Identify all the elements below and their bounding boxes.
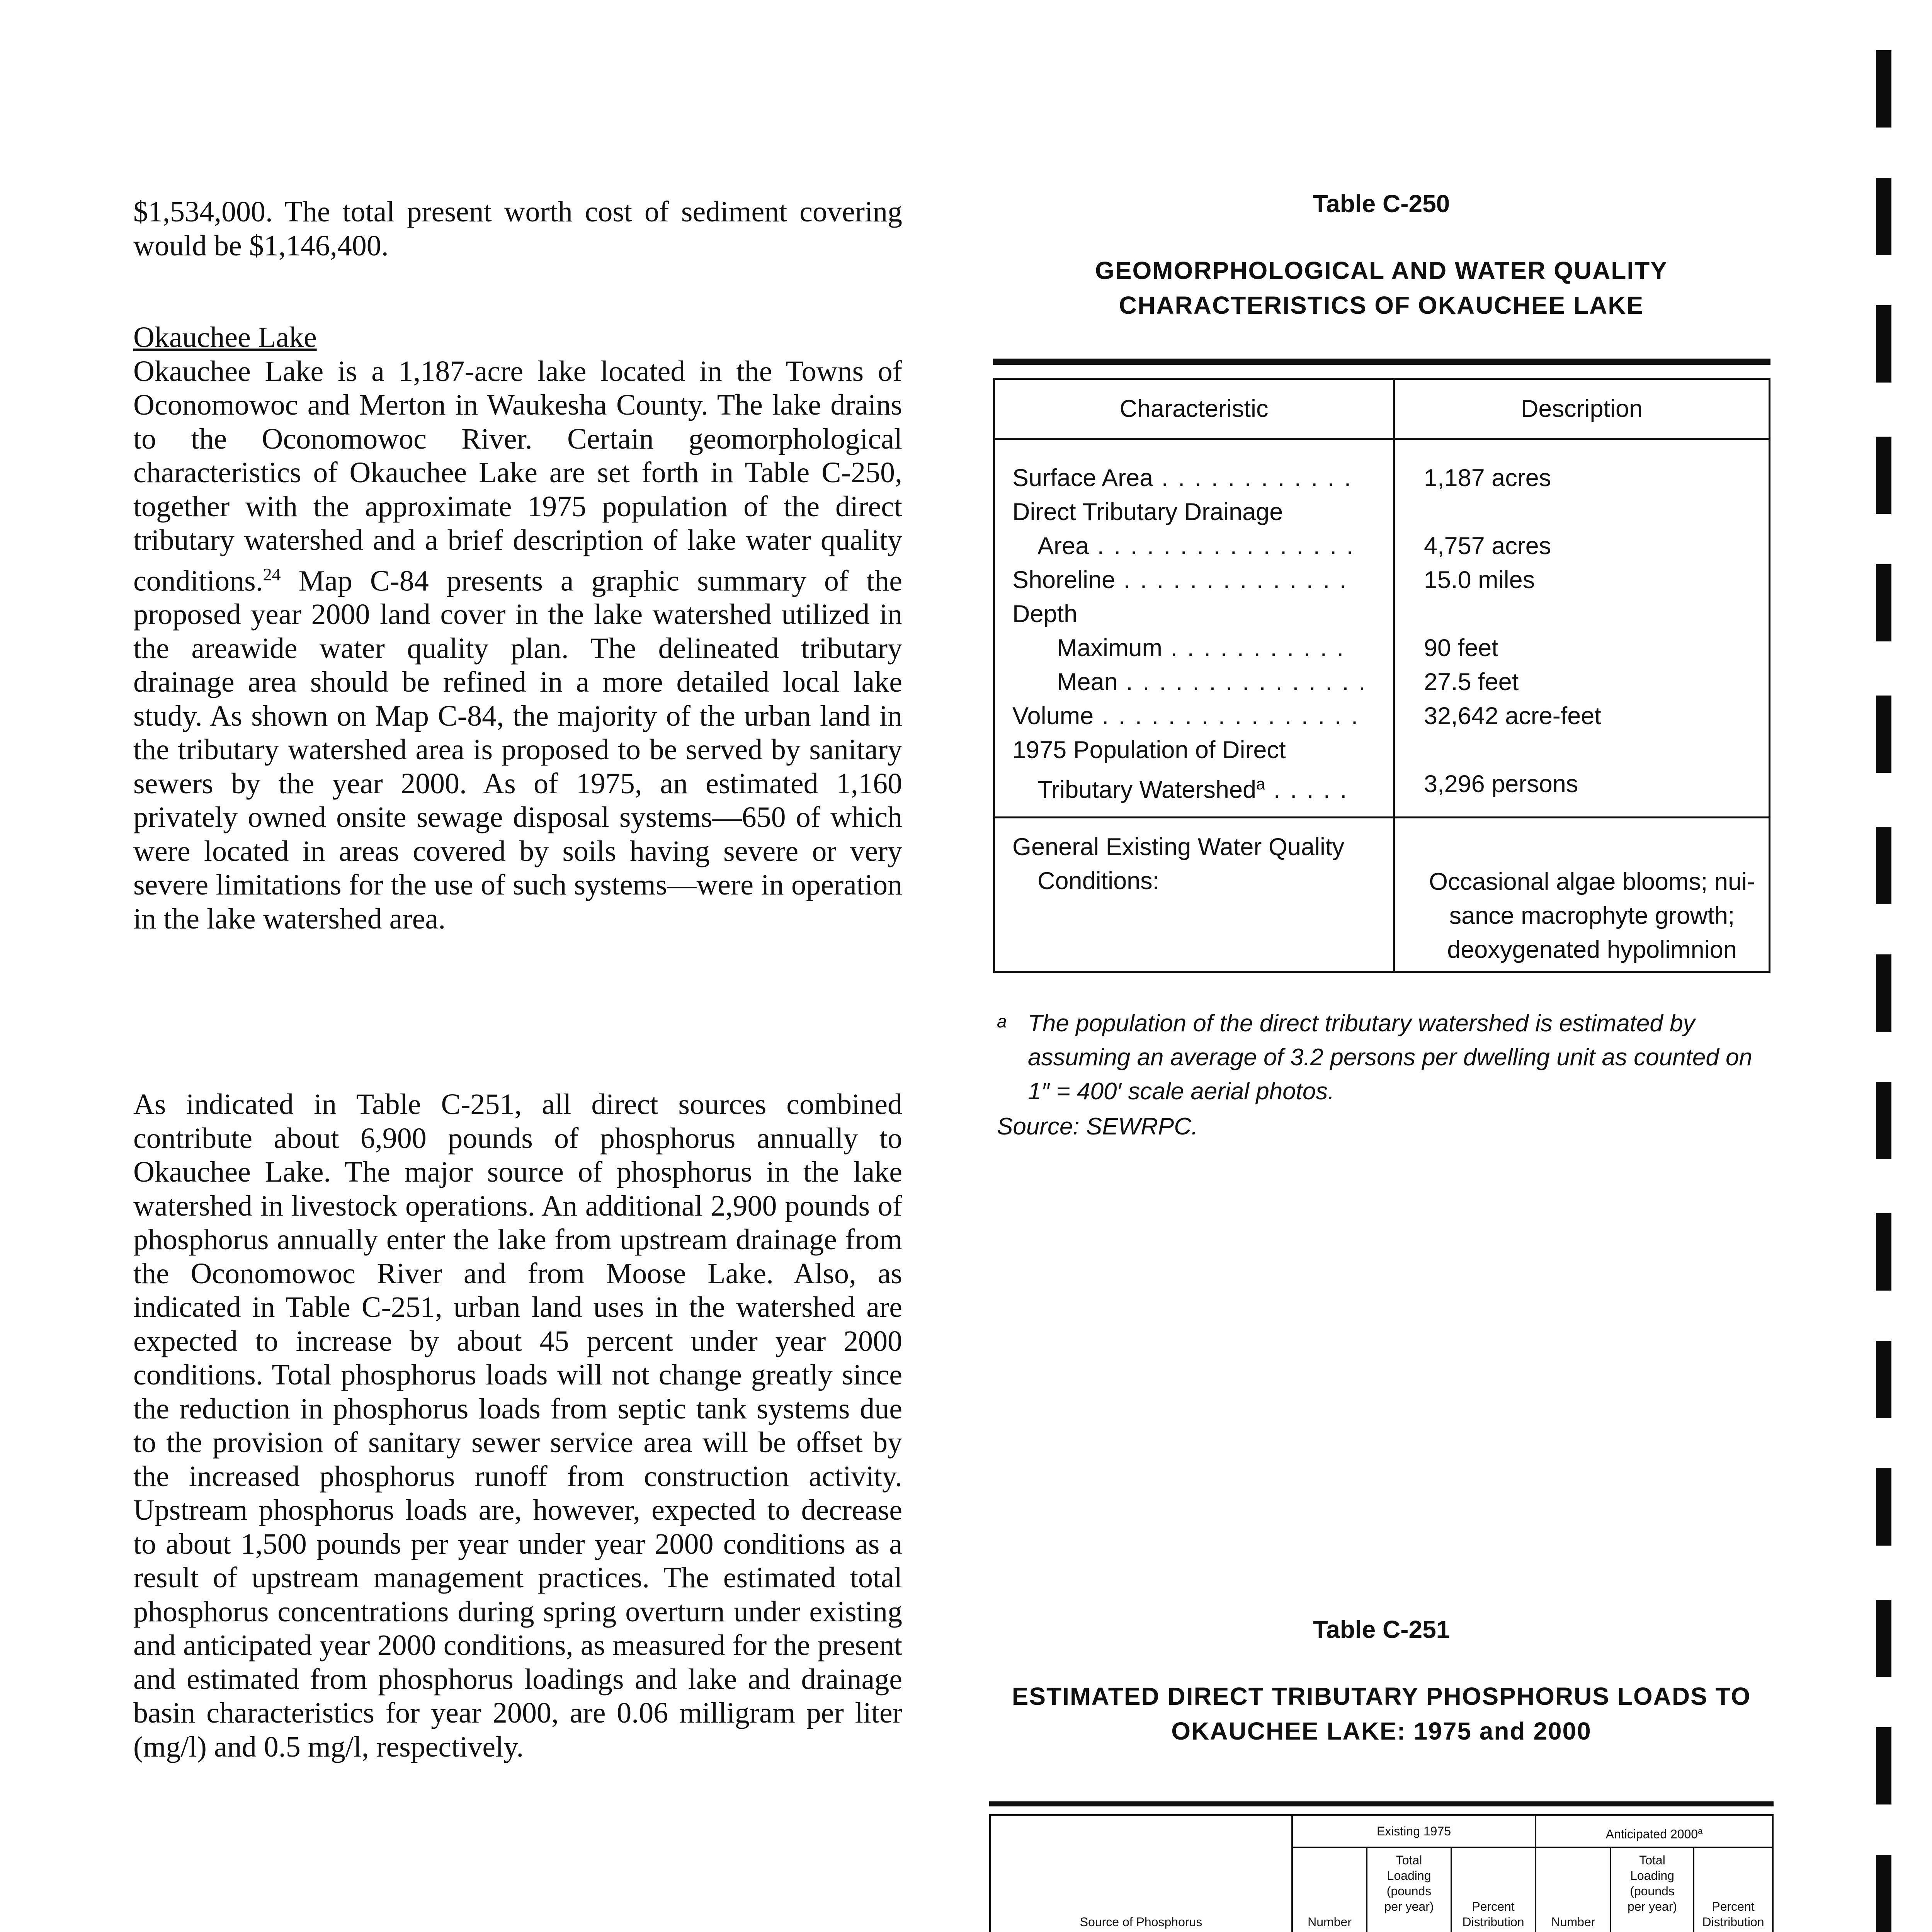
- binding-mark: [1876, 305, 1891, 383]
- table-c251-title-line2: OKAUCHEE LAKE: 1975 and 2000: [1171, 1717, 1592, 1745]
- table-c250-title-line1: GEOMORPHOLOGICAL AND WATER QUALITY: [1095, 257, 1668, 284]
- binding-mark: [1876, 1341, 1891, 1418]
- row-label: Maximum . . . . . . . . . . .: [1057, 634, 1345, 662]
- divider: [1291, 1847, 1772, 1848]
- table-c250-top-rule: [993, 359, 1770, 365]
- binding-mark: [1876, 954, 1891, 1032]
- source-header: Source of Phosphorus: [1080, 1915, 1202, 1929]
- binding-mark: [1876, 50, 1891, 128]
- row-value: 15.0 miles: [1424, 566, 1535, 594]
- table-c251-title-line1: ESTIMATED DIRECT TRIBUTARY PHOSPHORUS LOADS TO: [1012, 1682, 1751, 1710]
- row-label: Shoreline . . . . . . . . . . . . . .: [1012, 566, 1348, 594]
- table-c251-title: [978, 1679, 1785, 1748]
- percent-header: Percent Distribution: [1702, 1900, 1764, 1929]
- row-label: Mean . . . . . . . . . . . . . . .: [1057, 668, 1367, 696]
- binding-mark: [1876, 178, 1891, 255]
- table-c251-number: Table C-251: [1313, 1616, 1450, 1643]
- general-label-1: General Existing Water Quality: [1012, 833, 1344, 861]
- phosphorus-text: As indicated in Table C-251, all direct sources combined contribute about 6,900 pounds of phosphorus annually to Okauchee Lake. The major source of phosphorus in the lake watershed in livestock operations. An additional 2,900 pounds of phosphorus annually enter the lake from upstream drainage from the Oconomowoc River and from Moose Lake. Also, as indicated in Table C-251, urban land uses in the watershed are expected to increase by about 45 percent under year 2000 conditions. Total phosphorus loads will not change greatly since the reduction in phosphorus loads from septic tank systems due to the provision of sanitary sewer service area will be offset by the increased phosphorus runoff from construction activity. Upstream phosphorus loads are, however, expected to decrease to about 1,500 pounds per year under year 2000 conditions as a result of upstream management practices. The estimated total phosphorus concentrations during spring overturn under existing and anticipated year 2000 conditions, as measured for the present and estimated from phosphorus loadings and lake and drainage basin characteristics for year 2000, are 0.06 milligram per liter (mg/l) and 0.5 mg/l, respectively.: [133, 1088, 902, 1763]
- binding-mark: [1876, 827, 1891, 904]
- row-divider: [995, 816, 1769, 818]
- note-text: The population of the direct tributary watershed is estimated by assuming an average of 3.2 persons per dwelling unit as counted on 1″ = 400′ scale aerial photos.: [1028, 1010, 1752, 1105]
- table-c251-top-rule: [989, 1801, 1774, 1806]
- loading-header: Total Loading (pounds per year): [1627, 1853, 1677, 1913]
- table-c250-note: [997, 1007, 1770, 1109]
- footnote-ref: 24: [263, 564, 281, 584]
- row-label: Direct Tributary Drainage: [1012, 498, 1283, 526]
- general-label-2: Conditions:: [1037, 867, 1160, 895]
- column-divider: [1393, 380, 1395, 971]
- okauchee-paragraph: Okauchee Lake is a 1,187-acre lake located in the Towns of Oconomowoc and Merton in Waukesha County. The lake drains to the Oconomowoc River. Certain geomorphological characteristics of Okauchee Lake are set forth in Table C-250, together with the approximate 1975 population of the direct tributary watershed and a brief description of lake water quality conditions.: [133, 355, 902, 597]
- binding-mark: [1876, 437, 1891, 514]
- intro-paragraph: [133, 195, 902, 263]
- okauchee-section: [133, 321, 902, 936]
- intro-text: $1,534,000. The total present worth cost of sediment covering would be $1,146,400.: [133, 196, 902, 262]
- row-label: Volume . . . . . . . . . . . . . . . .: [1012, 702, 1360, 730]
- number-header: Number: [1551, 1915, 1595, 1929]
- table-c250: [993, 378, 1770, 973]
- general-value: [1424, 865, 1760, 967]
- okauchee-paragraph-cont: Map C-84 presents a graphic summary of the proposed year 2000 land cover in the lake watershed utilized in the areawide water quality plan. The delineated tributary drainage area should be refined in a more detailed local lake study. As shown on Map C-84, the majority of the urban land in the tributary watershed area is proposed to be served by sanitary sewers by the year 2000. As of 1975, an estimated 1,160 privately owned onsite sewage disposal systems—650 of which were located in areas covered by soils having severe or very severe limitations for the use of such systems—were in operation in the lake watershed area.: [133, 564, 902, 935]
- anticipated-2000-header: Anticipated 2000$^a$: [1605, 1826, 1703, 1841]
- general-value-2: sance macrophyte growth;: [1449, 902, 1735, 929]
- binding-mark: [1876, 696, 1891, 773]
- percent-header: Percent Distribution: [1462, 1900, 1524, 1929]
- table-c250-title-line2: CHARACTERISTICS OF OKAUCHEE LAKE: [1119, 291, 1644, 319]
- row-value: 90 feet: [1424, 634, 1498, 662]
- number-header: Number: [1308, 1915, 1352, 1929]
- binding-mark: [1876, 564, 1891, 641]
- row-label: Surface Area . . . . . . . . . . . .: [1012, 464, 1353, 492]
- loading-header: Total Loading (pounds per year): [1384, 1853, 1434, 1913]
- binding-mark: [1876, 1855, 1891, 1932]
- binding-mark: [1876, 1082, 1891, 1159]
- row-value: 27.5 feet: [1424, 668, 1519, 696]
- row-label: Area . . . . . . . . . . . . . . . .: [1037, 532, 1355, 560]
- table-c250-title: [978, 253, 1785, 323]
- row-value: 4,757 acres: [1424, 532, 1551, 560]
- binding-mark: [1876, 1727, 1891, 1804]
- general-value-1: Occasional algae blooms; nui-: [1429, 868, 1755, 895]
- binding-mark: [1876, 1468, 1891, 1546]
- note-mark: a: [997, 1011, 1007, 1031]
- row-value: 3,296 persons: [1424, 770, 1578, 798]
- row-label: Depth: [1012, 600, 1078, 628]
- phosphorus-paragraph: [133, 1088, 902, 1764]
- table-c250-number: Table C-250: [1313, 190, 1450, 218]
- table-c250-source: Source: SEWRPC.: [997, 1113, 1198, 1140]
- okauchee-heading: Okauchee Lake: [133, 321, 317, 354]
- row-label: Tributary Watershed$^a$ . . . . .: [1037, 775, 1349, 803]
- row-label: 1975 Population of Direct: [1012, 736, 1286, 764]
- general-value-3: deoxygenated hypolimnion: [1447, 936, 1737, 963]
- col-characteristic-header: Characteristic: [995, 380, 1393, 440]
- binding-mark: [1876, 1600, 1891, 1677]
- table-c251: [989, 1814, 1774, 1932]
- col-description-header: Description: [1393, 380, 1770, 440]
- binding-mark: [1876, 1213, 1891, 1291]
- existing-1975-header: Existing 1975: [1376, 1824, 1451, 1838]
- row-value: 1,187 acres: [1424, 464, 1551, 492]
- row-value: 32,642 acre-feet: [1424, 702, 1601, 730]
